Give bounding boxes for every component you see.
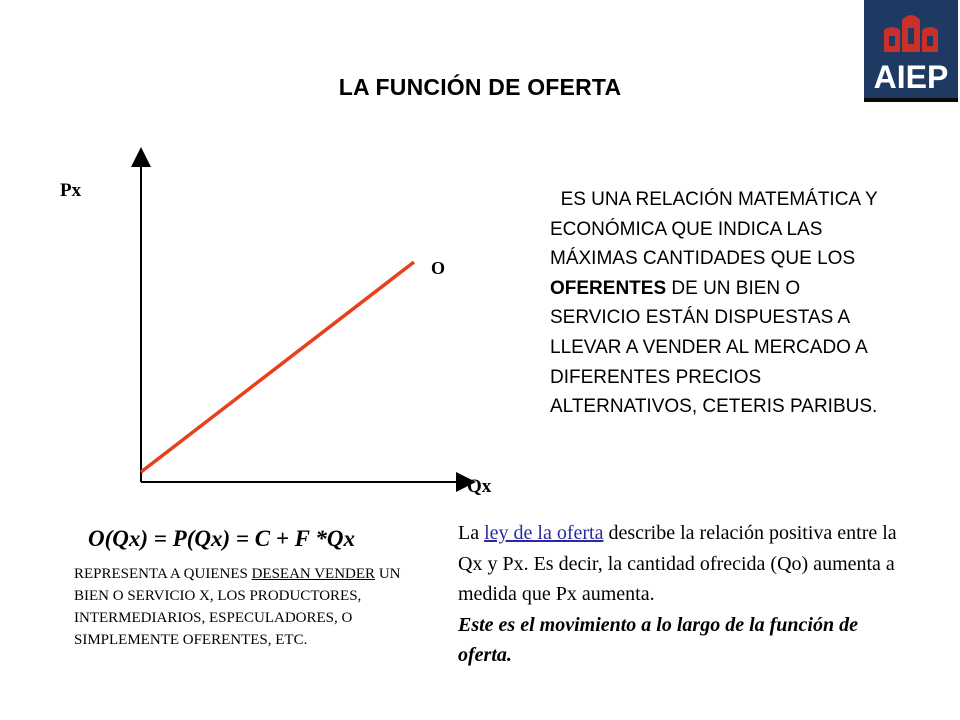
definition-bold-term: OFERENTES: [550, 277, 667, 299]
page-title: LA FUNCIÓN DE OFERTA: [338, 74, 622, 100]
supply-law-paragraph: [458, 518, 898, 671]
law-prefix: La: [458, 522, 485, 544]
supply-curve: [141, 262, 414, 472]
curve-label: O: [431, 258, 446, 278]
definition-text-2: DE UN BIEN O SERVICIO ESTÁN DISPUESTAS A LLEVAR A VENDER AL MERCADO A DIFERENTES PRECIOS ALTERNATIVOS, CETERIS PARIBUS.: [550, 277, 878, 418]
supply-definition: [550, 185, 890, 422]
x-axis-label: Qx: [467, 476, 492, 497]
law-text: describe la relación positiva entre la Qx y Px. Es decir, la cantidad ofrecida (Qo) aumenta a medida que Px aumenta.: [458, 522, 897, 605]
represents-text-1: REPRESENTA A QUIENES: [74, 566, 252, 582]
supply-formula: O(Qx) = P(Qx) = C + F *Qx: [88, 526, 355, 551]
logo-text: AIEP: [873, 59, 949, 95]
definition-text-1: ES UNA RELACIÓN MATEMÁTICA Y ECONÓMICA QUE INDICA LAS MÁXIMAS CANTIDADES QUE LOS: [550, 189, 878, 270]
supply-law-link[interactable]: ley de la oferta: [484, 522, 604, 544]
represents-underlined: DESEAN VENDER: [251, 566, 376, 582]
represents-text: [74, 563, 434, 651]
law-emphasis: Este es el movimiento a lo largo de la función de oferta.: [458, 613, 858, 666]
represents-text-2: UN BIEN O SERVICIO X, LOS PRODUCTORES, INTERMEDIARIOS, ESPECULADORES, O SIMPLEMENTE OFERENTES, ETC.: [74, 566, 401, 648]
y-axis-label: Px: [60, 180, 82, 201]
